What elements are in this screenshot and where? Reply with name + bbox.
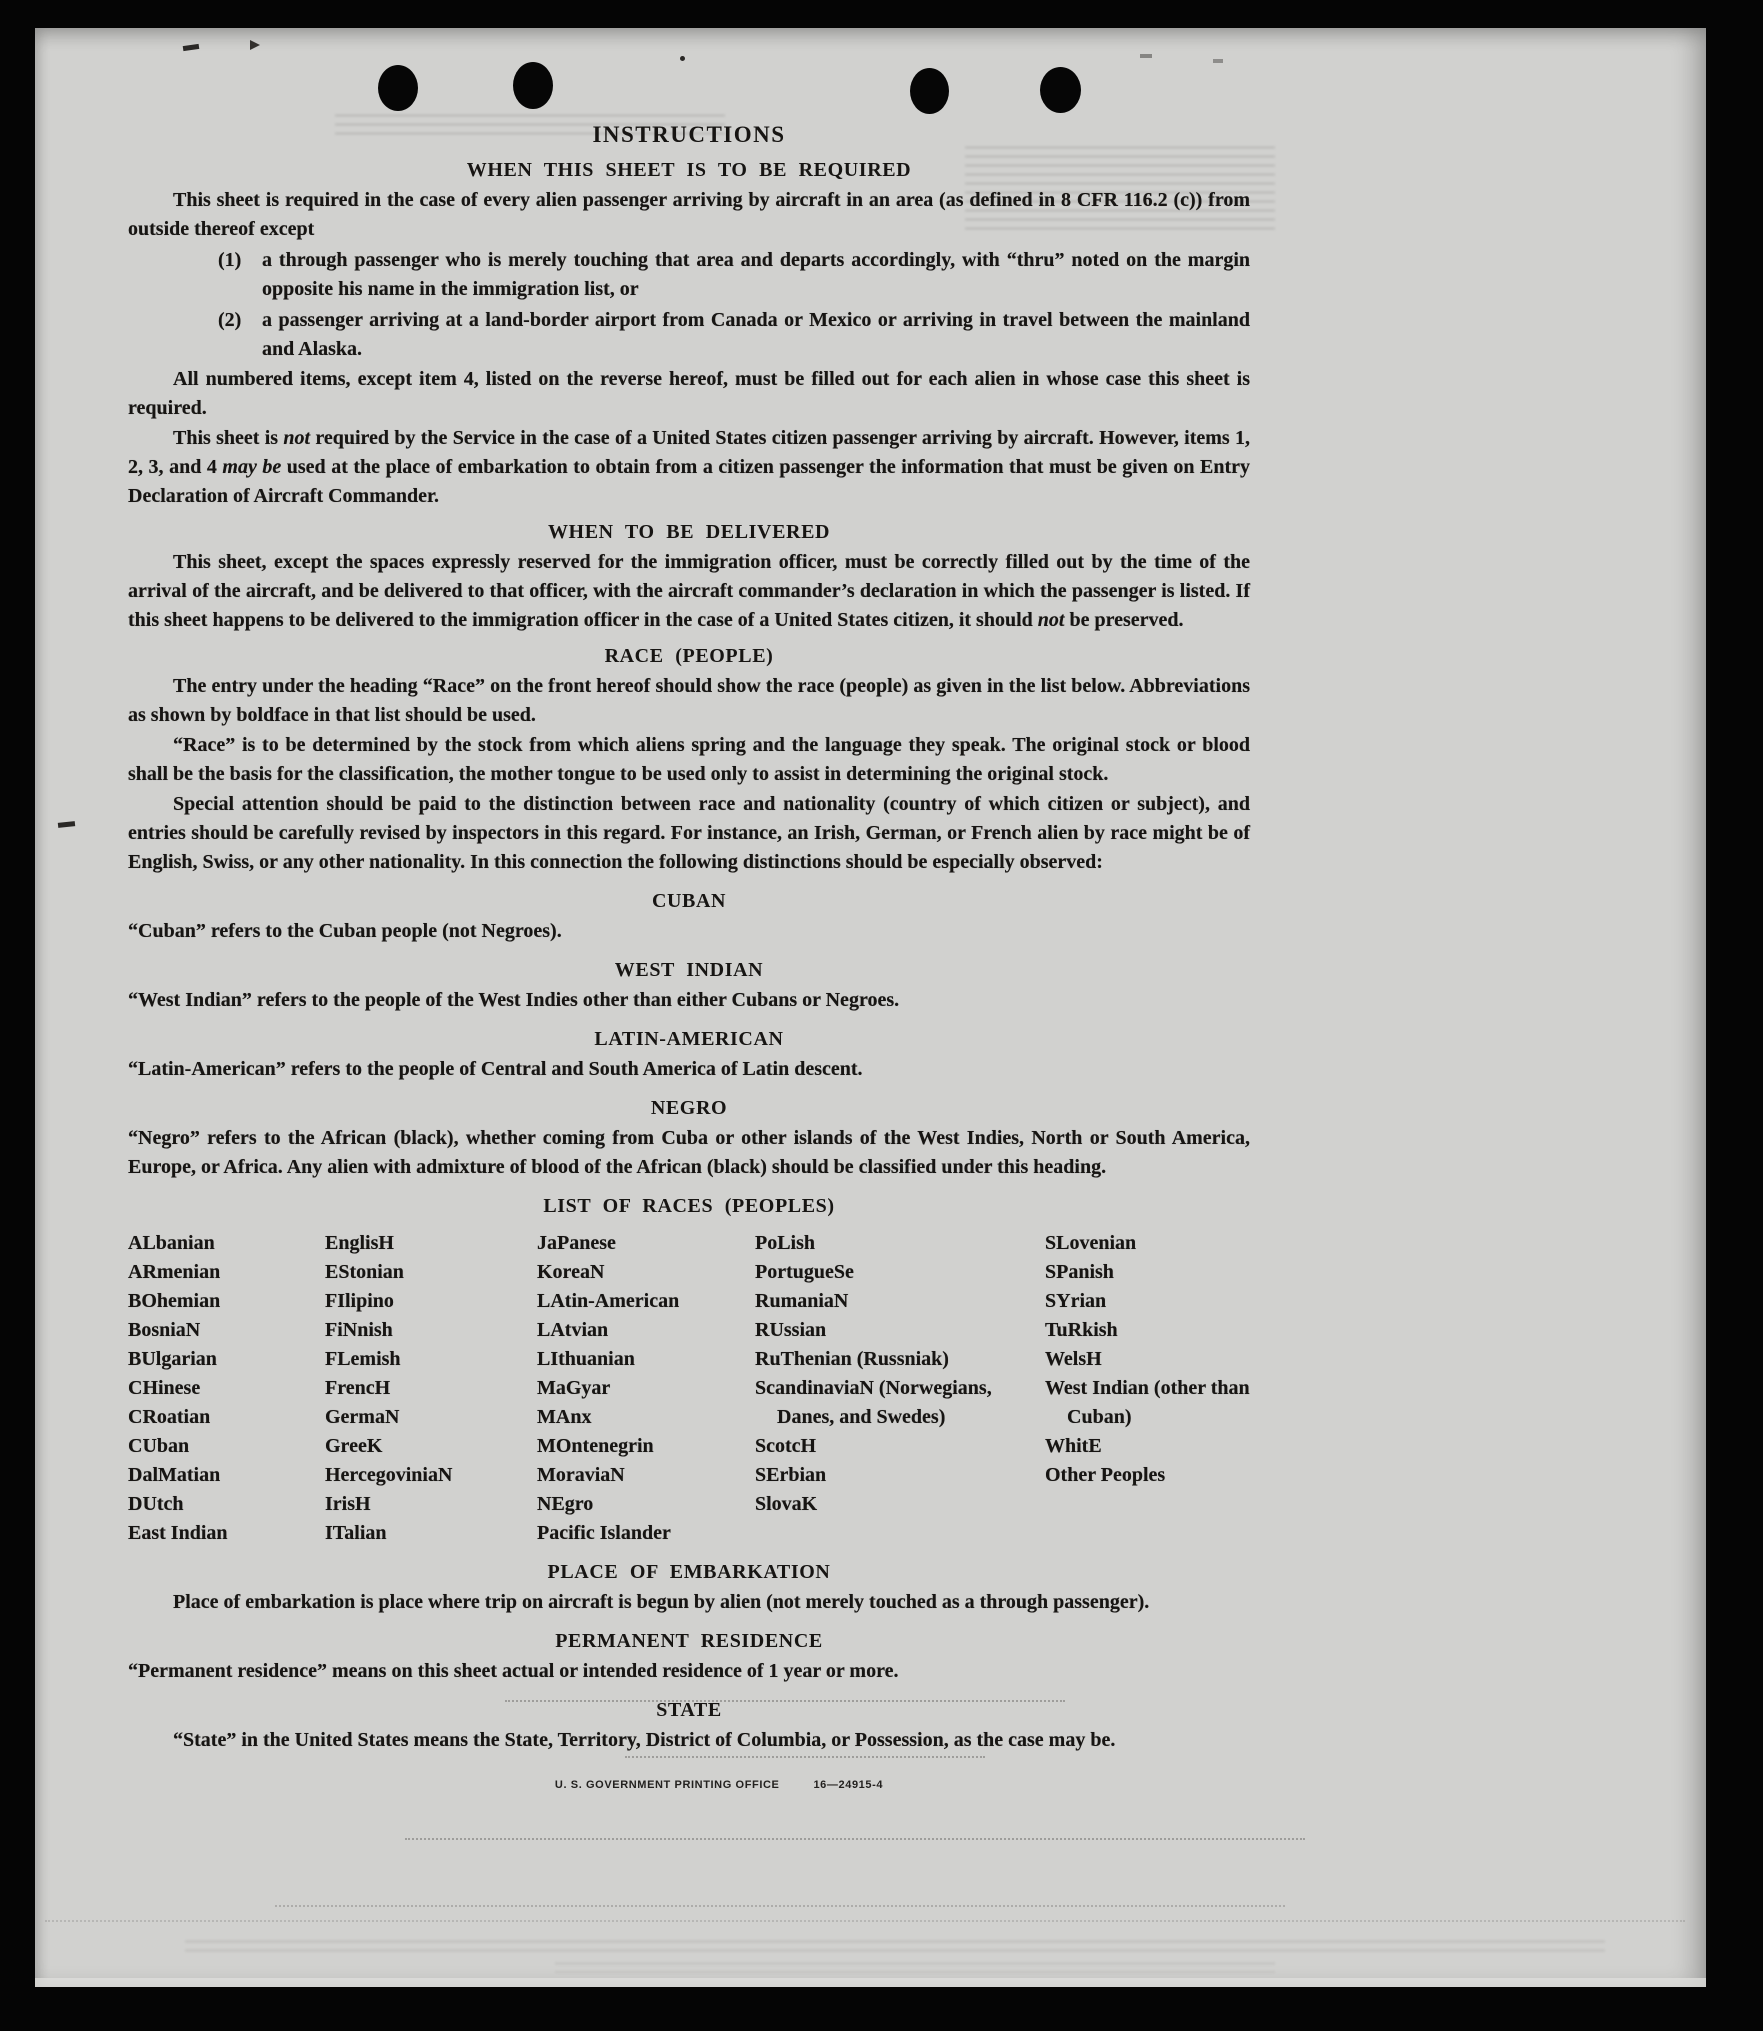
race-entry: FrencH bbox=[325, 1377, 391, 1399]
sub-heading-negro: NEGRO bbox=[650, 1097, 728, 1119]
race-entry: DUtch bbox=[128, 1493, 184, 1515]
bleedthrough-smudge bbox=[555, 1962, 1275, 1973]
text-segment-italic: may be bbox=[222, 456, 282, 478]
race-entry: RuThenian (Russniak) bbox=[755, 1348, 949, 1370]
paragraph-race-2: “Race” is to be determined by the stock from which aliens spring and the language they speak. The original stock or blood shall be the basis for the classification, the mother tongue to be used only to assist in determining the original stock. bbox=[128, 734, 1250, 785]
race-entry: CUban bbox=[128, 1435, 190, 1457]
race-entry: Other Peoples bbox=[1045, 1464, 1166, 1486]
race-entry: BOhemian bbox=[128, 1290, 221, 1312]
text-segment: This sheet is bbox=[173, 427, 284, 449]
race-entry: ALbanian bbox=[128, 1232, 215, 1254]
text-segment: used at the place of embarkation to obtain from a citizen passenger the information that must be given on Entry Declaration of Aircraft Commander. bbox=[128, 456, 1250, 507]
race-entry: ScandinaviaN (Norwegians, Danes, and Swedes) bbox=[755, 1377, 992, 1428]
race-entry: West Indian (other than Cuban) bbox=[1045, 1377, 1250, 1428]
race-entry: LAtin-American bbox=[537, 1290, 680, 1312]
punch-hole bbox=[1040, 67, 1081, 113]
races-column-2 bbox=[325, 1229, 537, 1548]
race-entry: SPanish bbox=[1045, 1261, 1114, 1283]
race-entry: GreeK bbox=[325, 1435, 383, 1457]
race-entry: JaPanese bbox=[537, 1232, 616, 1254]
text-segment: required by the Service in the case of a United States citizen passenger arriving by aircraft. However, items 1, 2, 3, and 4 bbox=[128, 427, 1250, 478]
race-entry: RUssian bbox=[755, 1319, 827, 1341]
race-entry: East Indian bbox=[128, 1522, 228, 1544]
paragraph-state: “State” in the United States means the State, Territory, District of Columbia, or Possession, as the case may be. bbox=[173, 1729, 1116, 1751]
race-entry: MoraviaN bbox=[537, 1464, 625, 1486]
race-entry: DalMatian bbox=[128, 1464, 221, 1486]
race-entry: FiNnish bbox=[325, 1319, 393, 1341]
paragraph-required-intro: This sheet is required in the case of every alien passenger arriving by aircraft in an area (as defined in 8 CFR 116.2 (c)) from outside thereof except bbox=[128, 189, 1250, 240]
race-entry: ITalian bbox=[325, 1522, 387, 1544]
list-item-number: (1) bbox=[218, 249, 242, 271]
races-list bbox=[128, 1229, 1250, 1548]
race-entry: PoLish bbox=[755, 1232, 816, 1254]
paragraph-cuban: “Cuban” refers to the Cuban people (not Negroes). bbox=[128, 920, 562, 942]
paragraph-all-items: All numbered items, except item 4, listed on the reverse hereof, must be filled out for each alien in whose case this sheet is required. bbox=[128, 368, 1250, 419]
race-entry: FIlipino bbox=[325, 1290, 394, 1312]
bleedthrough-rule bbox=[45, 1920, 1685, 1922]
section-heading-when-required: WHEN THIS SHEET IS TO BE REQUIRED bbox=[466, 159, 912, 181]
text-segment-italic: not bbox=[283, 427, 311, 449]
gpo-job-code: 16—24915-4 bbox=[813, 1779, 884, 1791]
punch-hole bbox=[378, 65, 418, 111]
bleedthrough-rule bbox=[275, 1905, 1285, 1907]
race-entry: PortugueSe bbox=[755, 1261, 854, 1283]
race-entry: BUlgarian bbox=[128, 1348, 217, 1370]
text-segment-bold: boldface bbox=[236, 704, 309, 726]
scan-speck bbox=[250, 40, 260, 50]
scan-speck bbox=[58, 821, 75, 828]
paragraph-latin-american: “Latin-American” refers to the people of Central and South America of Latin descent. bbox=[128, 1058, 863, 1080]
race-entry: SErbian bbox=[755, 1464, 827, 1486]
race-entry: LIthuanian bbox=[537, 1348, 635, 1370]
race-entry: ScotcH bbox=[755, 1435, 817, 1457]
sub-heading-embarkation: PLACE OF EMBARKATION bbox=[547, 1561, 831, 1583]
paragraph-race-1 bbox=[128, 672, 1250, 730]
instructions-text-block bbox=[128, 120, 1250, 1791]
punch-hole bbox=[513, 62, 553, 109]
races-column-3 bbox=[537, 1229, 755, 1548]
scan-speck bbox=[680, 56, 685, 61]
list-item-text: a through passenger who is merely touching that area and departs accordingly, with “thru” noted on the margin opposite his name in the immigration list, or bbox=[262, 249, 1250, 300]
sub-heading-west-indian: WEST INDIAN bbox=[614, 959, 764, 981]
text-segment: be preserved. bbox=[1064, 609, 1184, 631]
text-segment: This sheet, except the spaces expressly reserved for the immigration officer, must be correctly filled out by the time of the arrival of the aircraft, and be delivered to that officer, with the aircraft commander’s declaration in which the passenger is listed. If this sheet happens to be delivered to the immigration officer in the case of a United States citizen, it should bbox=[128, 551, 1250, 631]
race-entry: IrisH bbox=[325, 1493, 371, 1515]
race-entry: BosniaN bbox=[128, 1319, 201, 1341]
race-entry: TuRkish bbox=[1045, 1319, 1118, 1341]
paper-bottom-edge bbox=[35, 1978, 1706, 1987]
bleedthrough-rule bbox=[405, 1838, 1305, 1840]
paragraph-delivered bbox=[128, 548, 1250, 635]
paragraph-residence: “Permanent residence” means on this sheet actual or intended residence of 1 year or more. bbox=[128, 1660, 899, 1682]
list-item-1 bbox=[128, 246, 1250, 304]
paper-sheet bbox=[35, 28, 1706, 1987]
race-entry: LAtvian bbox=[537, 1319, 609, 1341]
race-entry: GermaN bbox=[325, 1406, 400, 1428]
gpo-printer-name: U. S. GOVERNMENT PRINTING OFFICE bbox=[554, 1779, 780, 1791]
paragraph-embarkation: Place of embarkation is place where trip on aircraft is begun by alien (not merely touched as a through passenger). bbox=[173, 1591, 1150, 1613]
list-item-2 bbox=[128, 306, 1250, 364]
races-column-4 bbox=[755, 1229, 1045, 1548]
scan-speck bbox=[183, 44, 200, 51]
section-heading-race: RACE (PEOPLE) bbox=[604, 645, 774, 667]
race-entry: FLemish bbox=[325, 1348, 401, 1370]
list-item-number: (2) bbox=[218, 309, 242, 331]
race-entry: RumaniaN bbox=[755, 1290, 849, 1312]
punch-hole bbox=[910, 68, 949, 114]
heading-list-of-races: LIST OF RACES (PEOPLES) bbox=[543, 1195, 835, 1217]
race-entry: MaGyar bbox=[537, 1377, 611, 1399]
race-entry: EnglisH bbox=[325, 1232, 394, 1254]
paragraph-negro: “Negro” refers to the African (black), whether coming from Cuba or other islands of the West Indies, North or South America, Europe, or Africa. Any alien with admixture of blood of the African (black) should be classified under this heading. bbox=[128, 1127, 1250, 1178]
race-entry: CHinese bbox=[128, 1377, 201, 1399]
sub-heading-residence: PERMANENT RESIDENCE bbox=[555, 1630, 823, 1652]
race-entry: CRoatian bbox=[128, 1406, 211, 1428]
text-segment-italic: not bbox=[1037, 609, 1065, 631]
races-column-1 bbox=[128, 1229, 325, 1548]
text-segment: The entry under the heading “Race” on the front hereof should show the race (people) as given in the list below. Abbreviations as shown by bbox=[128, 675, 1250, 726]
race-entry: HercegoviniaN bbox=[325, 1464, 453, 1486]
sub-heading-cuban: CUBAN bbox=[651, 890, 727, 912]
scan-speck bbox=[1140, 54, 1152, 58]
race-entry: Pacific Islander bbox=[537, 1522, 671, 1544]
race-entry: NEgro bbox=[537, 1493, 594, 1515]
bleedthrough-smudge bbox=[185, 1940, 1605, 1954]
race-entry: ARmenian bbox=[128, 1261, 221, 1283]
race-entry: WhitE bbox=[1045, 1435, 1102, 1457]
paragraph-not-required bbox=[128, 424, 1250, 511]
race-entry: KoreaN bbox=[537, 1261, 605, 1283]
scan-speck bbox=[1213, 59, 1223, 63]
list-item-text: a passenger arriving at a land-border airport from Canada or Mexico or arriving in travel between the mainland and Alaska. bbox=[262, 309, 1250, 360]
race-entry: WelsH bbox=[1045, 1348, 1102, 1370]
text-segment: in that list should be used. bbox=[308, 704, 536, 726]
race-entry: MOntenegrin bbox=[537, 1435, 654, 1457]
sub-heading-state: STATE bbox=[656, 1699, 722, 1721]
race-entry: MAnx bbox=[537, 1406, 592, 1428]
gpo-imprint bbox=[188, 1779, 1250, 1791]
paragraph-west-indian: “West Indian” refers to the people of the West Indies other than either Cubans or Negroes. bbox=[128, 989, 900, 1011]
race-entry: EStonian bbox=[325, 1261, 404, 1283]
page-title: INSTRUCTIONS bbox=[592, 122, 786, 147]
section-heading-when-delivered: WHEN TO BE DELIVERED bbox=[547, 521, 831, 543]
race-entry: SLovenian bbox=[1045, 1232, 1137, 1254]
paragraph-race-3: Special attention should be paid to the distinction between race and nationality (country of which citizen or subject), and entries should be carefully revised by inspectors in this regard. For instance, an Irish, German, or French alien by race might be of English, Swiss, or any other nationality. In this connection the following distinctions should be especially observed: bbox=[128, 793, 1250, 873]
race-entry: SlovaK bbox=[755, 1493, 818, 1515]
race-entry: SYrian bbox=[1045, 1290, 1107, 1312]
sub-heading-latin-american: LATIN-AMERICAN bbox=[594, 1028, 784, 1050]
races-column-5 bbox=[1045, 1229, 1250, 1548]
